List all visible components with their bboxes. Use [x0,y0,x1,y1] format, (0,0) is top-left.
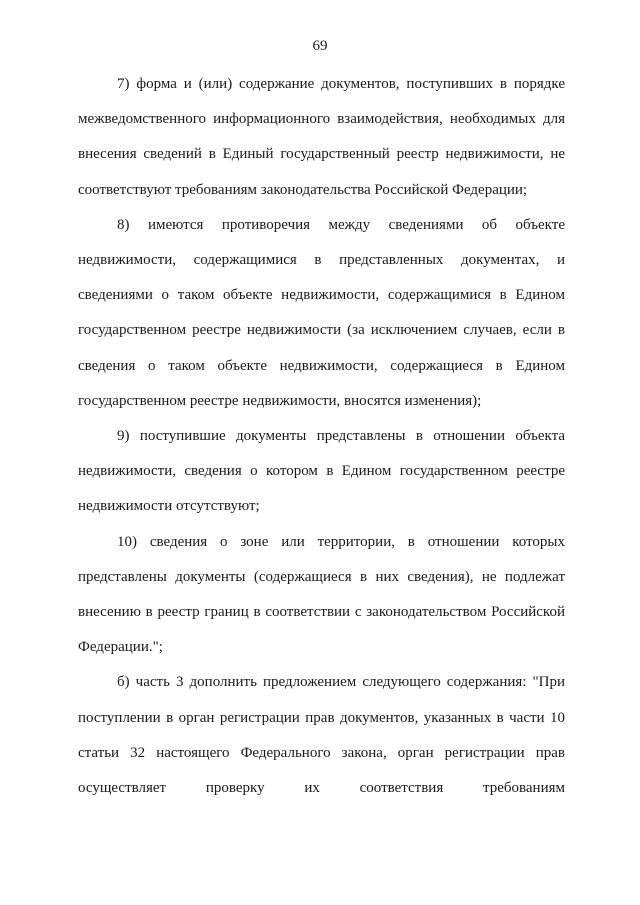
paragraph-item-7: 7) форма и (или) содержание документов, поступивших в порядке межведомственного информационного взаимодействия, необходимых для внесения сведений в Единый государственный реестр недвижимости, не соответствуют требованиям законодательства Российской Федерации; [78,76,565,198]
paragraph-item-10: 10) сведения о зоне или территории, в отношении которых представлены документы (содержащиеся в них сведения), не подлежат внесению в реестр границ в соответствии с законодательством Российской Федерации."; [78,533,565,656]
paragraph-part-3-amendment: б) часть 3 дополнить предложением следующего содержания: "При поступлении в орган регистрации прав документов, указанных в части 10 статьи 32 настоящего Федерального закона, орган регистрации прав осуществляет проверку их соответствия требованиям [78,674,565,797]
document-body [78,67,565,806]
page-number: 69 [312,38,328,54]
paragraph-item-8: 8) имеются противоречия между сведениями об объекте недвижимости, содержащимися в представленных документах, и сведениями о таком объекте недвижимости, содержащимися в Едином государственном реестре недвижимости (за исключением случаев, если в сведения о таком объекте недвижимости, содержащиеся в Едином государственном реестре недвижимости, вносятся изменения); [78,216,565,409]
paragraph-item-9: 9) поступившие документы представлены в отношении объекта недвижимости, сведения о котором в Едином государственном реестре недвижимости отсутствуют; [78,428,565,515]
